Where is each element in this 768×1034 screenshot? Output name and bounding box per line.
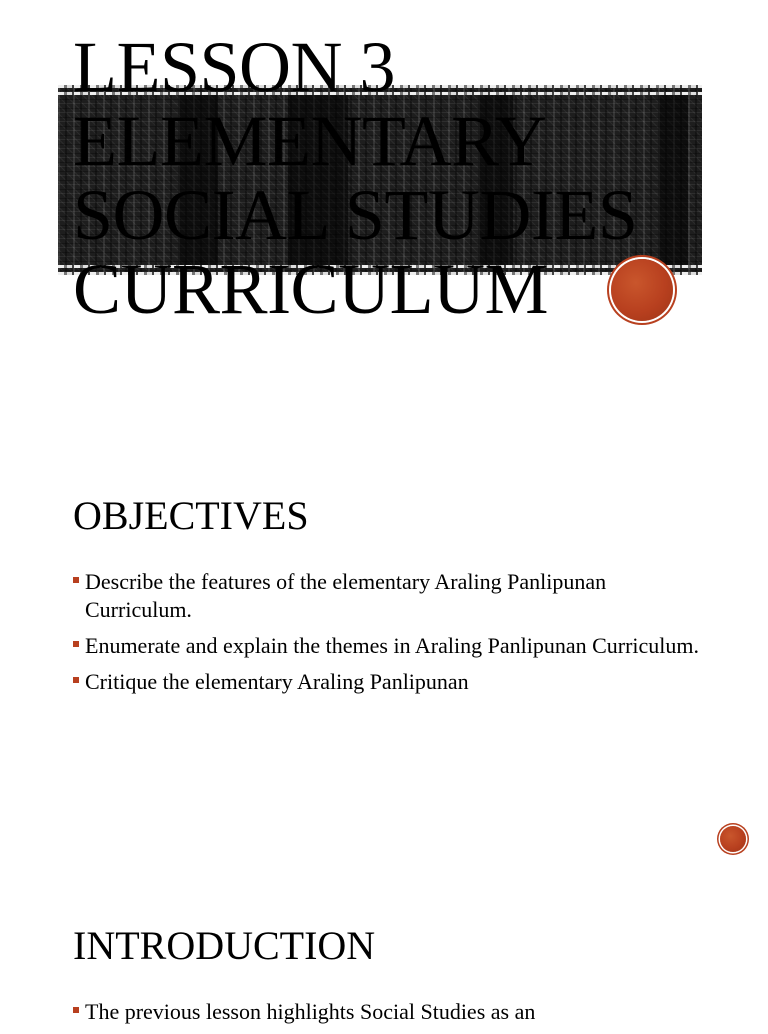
introduction-heading: INTRODUCTION	[73, 923, 376, 968]
objectives-heading: OBJECTIVES	[73, 493, 309, 538]
list-item	[73, 998, 713, 1026]
title-line-1: LESSON 3	[73, 27, 396, 107]
list-item-text: Describe the features of the elementary Araling Panlipunan Curriculum.	[85, 569, 607, 622]
title-line-3: SOCIAL STUDIES	[73, 175, 638, 255]
title-line-2: ELEMENTARY	[73, 101, 547, 181]
list-item-text: Critique the elementary Araling Panlipunan	[85, 669, 469, 694]
square-bullet-icon	[73, 677, 79, 683]
list-item-text: Enumerate and explain the themes in Araling Panlipunan Curriculum.	[85, 633, 700, 658]
objectives-slide	[0, 460, 768, 880]
introduction-list	[73, 998, 713, 1034]
square-bullet-icon	[73, 1007, 79, 1013]
accent-circle	[720, 826, 746, 852]
accent-circle	[611, 259, 673, 321]
title-line-4: CURRICULUM	[73, 249, 549, 329]
band-dark-stripe	[658, 95, 688, 265]
list-item	[73, 568, 713, 624]
title-slide	[0, 0, 768, 460]
square-bullet-icon	[73, 641, 79, 647]
list-item	[73, 668, 713, 696]
square-bullet-icon	[73, 577, 79, 583]
objectives-list	[73, 568, 713, 704]
introduction-slide	[0, 880, 768, 1024]
list-item	[73, 632, 713, 660]
list-item-text: The previous lesson highlights Social Studies as an	[85, 999, 536, 1024]
slide-title	[73, 27, 638, 329]
